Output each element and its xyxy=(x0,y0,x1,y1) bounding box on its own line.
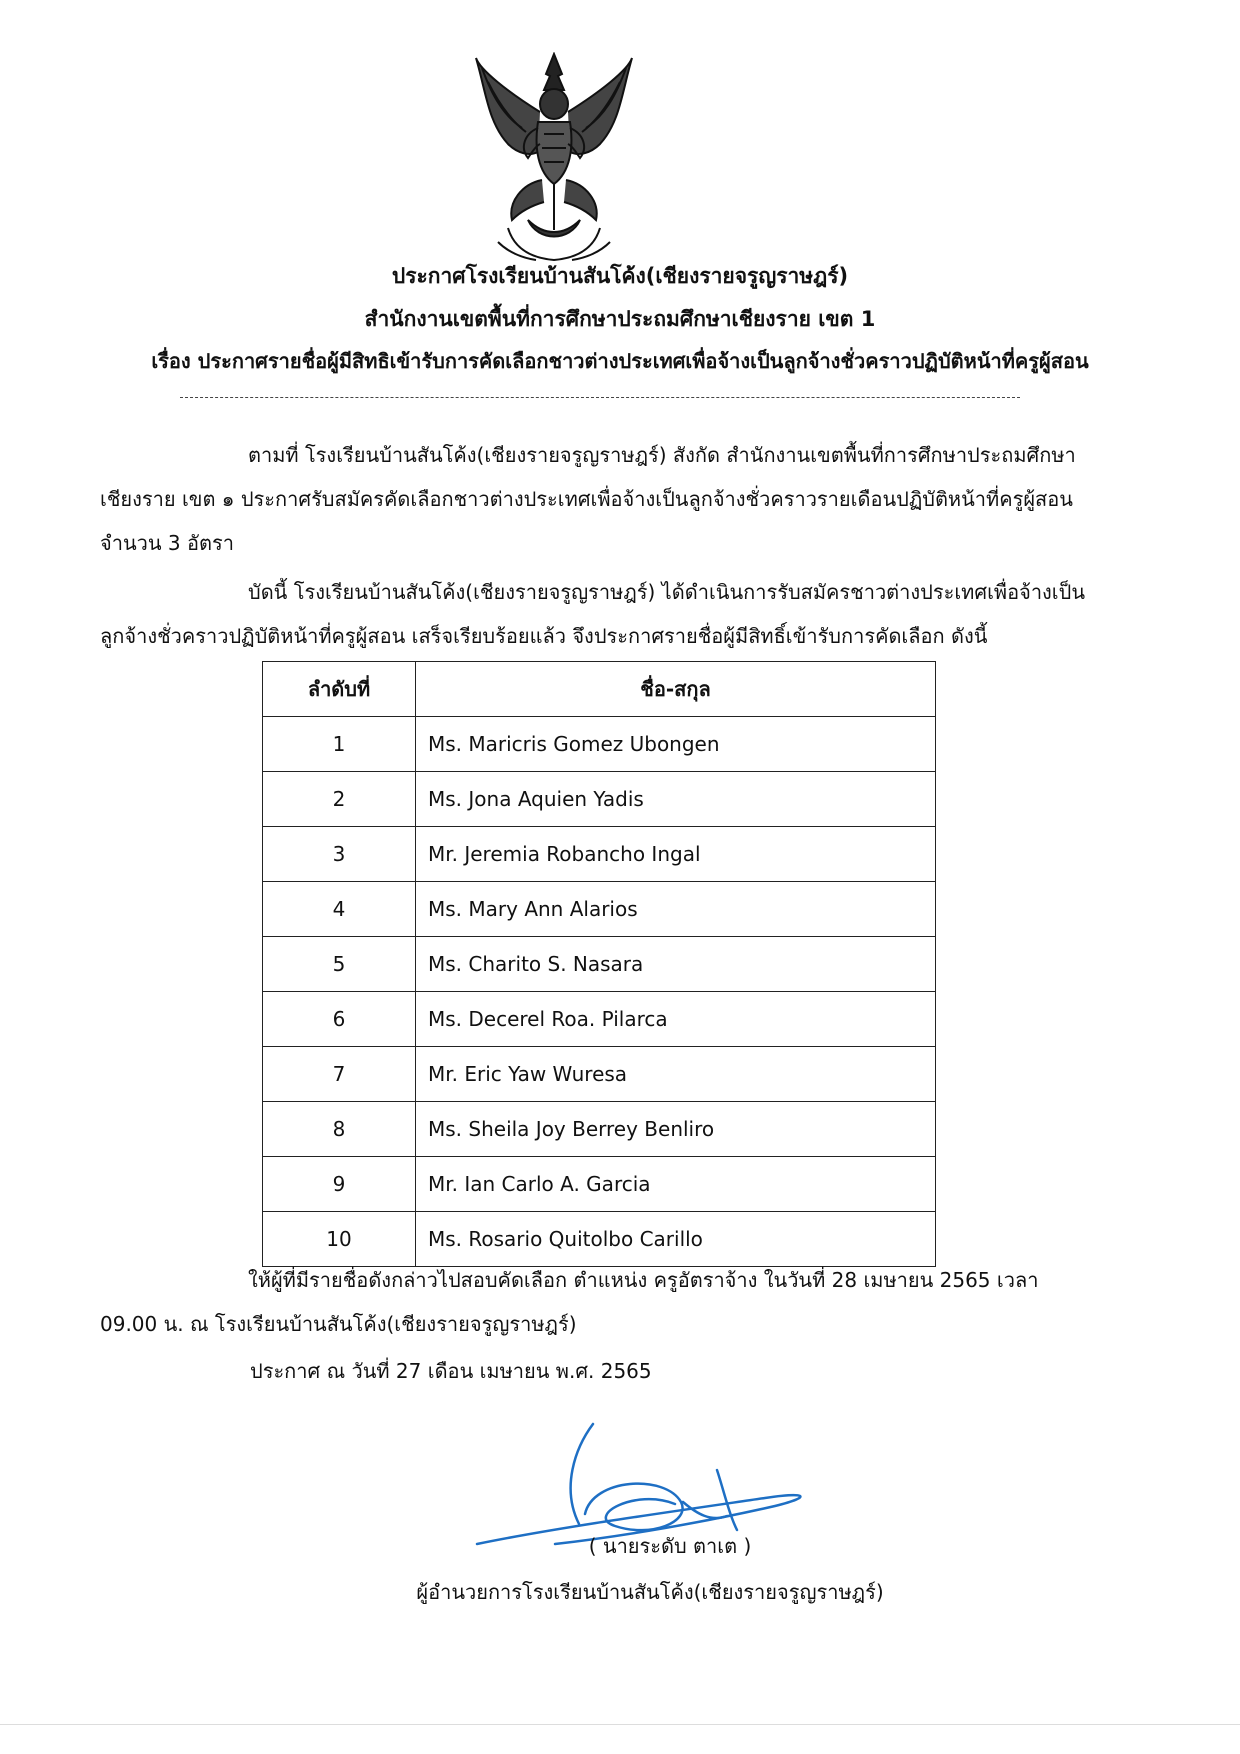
row-number: 8 xyxy=(263,1102,416,1157)
candidate-name: Mr. Eric Yaw Wuresa xyxy=(416,1047,936,1102)
candidate-name: Ms. Decerel Roa. Pilarca xyxy=(416,992,936,1047)
subject-line: เรื่อง ประกาศรายชื่อผู้มีสิทธิเข้ารับการคัดเลือกชาวต่างประเทศเพื่อจ้างเป็นลูกจ้างชั่วคราวปฏิบัติหน้าที่ครูผู้สอน xyxy=(151,349,1089,373)
row-number: 1 xyxy=(263,717,416,772)
candidate-name: Ms. Sheila Joy Berrey Benliro xyxy=(416,1102,936,1157)
row-number: 6 xyxy=(263,992,416,1047)
table-row xyxy=(263,717,936,772)
garuda-emblem-icon xyxy=(468,52,640,264)
paragraph-exam-instructions: ให้ผู้ที่มีรายชื่อดังกล่าวไปสอบคัดเลือก ตำแหน่ง ครูอัตราจ้าง ในวันที่ 28 เมษายน 2565 เวลา 09.00 น. ณ โรงเรียนบ้านสันโค้ง(เชียงรายจรูญราษฎร์) xyxy=(100,1268,1039,1336)
table-row xyxy=(263,1102,936,1157)
table-row xyxy=(263,882,936,937)
candidate-name: Ms. Charito S. Nasara xyxy=(416,937,936,992)
table-row xyxy=(263,937,936,992)
candidate-name: Ms. Mary Ann Alarios xyxy=(416,882,936,937)
announcement-date: ประกาศ ณ วันที่ 27 เดือน เมษายน พ.ศ. 2565 xyxy=(250,1359,652,1383)
row-number: 3 xyxy=(263,827,416,882)
dashed-divider xyxy=(180,397,1020,398)
row-number: 5 xyxy=(263,937,416,992)
table-row xyxy=(263,827,936,882)
candidate-name: Ms. Jona Aquien Yadis xyxy=(416,772,936,827)
row-number: 2 xyxy=(263,772,416,827)
school-announcement-title: ประกาศโรงเรียนบ้านสันโค้ง(เชียงรายจรูญราษฎร์) xyxy=(391,264,849,288)
candidate-name: Ms. Rosario Quitolbo Carillo xyxy=(416,1212,936,1267)
paragraph-status: บัดนี้ โรงเรียนบ้านสันโค้ง(เชียงรายจรูญราษฎร์) ได้ดำเนินการรับสมัครชาวต่างประเทศเพื่อจ้างเป็นลูกจ้างชั่วคราวปฏิบัติหน้าที่ครูผู้สอน เสร็จเรียบร้อยแล้ว จึงประกาศรายชื่อผู้มีสิทธิ์เข้ารับการคัดเลือก ดังนี้ xyxy=(100,580,1086,648)
office-name: สำนักงานเขตพื้นที่การศึกษาประถมศึกษาเชียงราย เขต 1 xyxy=(364,307,876,331)
signer-position: ผู้อำนวยการโรงเรียนบ้านสันโค้ง(เชียงรายจรูญราษฎร์) xyxy=(416,1580,884,1604)
table-row xyxy=(263,1047,936,1102)
row-number: 7 xyxy=(263,1047,416,1102)
scan-edge-line xyxy=(0,1724,1240,1725)
paragraph-background: ตามที่ โรงเรียนบ้านสันโค้ง(เชียงรายจรูญราษฎร์) สังกัด สำนักงานเขตพื้นที่การศึกษาประถมศึกษาเชียงราย เขต ๑ ประกาศรับสมัครคัดเลือกชาวต่างประเทศเพื่อจ้างเป็นลูกจ้างชั่วคราวรายเดือนปฏิบัติหน้าที่ครูผู้สอน จำนวน 3 อัตรา xyxy=(100,443,1076,555)
candidate-name: Ms. Maricris Gomez Ubongen xyxy=(416,717,936,772)
row-number: 10 xyxy=(263,1212,416,1267)
table-row xyxy=(263,772,936,827)
table-row xyxy=(263,1157,936,1212)
candidate-table xyxy=(262,661,936,1267)
column-header-name: ชื่อ-สกุล xyxy=(416,662,936,717)
signer-name: ( นายระดับ ตาเต ) xyxy=(588,1534,752,1558)
row-number: 9 xyxy=(263,1157,416,1212)
candidate-name: Mr. Jeremia Robancho Ingal xyxy=(416,827,936,882)
candidate-name: Mr. Ian Carlo A. Garcia xyxy=(416,1157,936,1212)
table-header-row xyxy=(263,662,936,717)
table-row xyxy=(263,992,936,1047)
row-number: 4 xyxy=(263,882,416,937)
column-header-order: ลำดับที่ xyxy=(263,662,416,717)
